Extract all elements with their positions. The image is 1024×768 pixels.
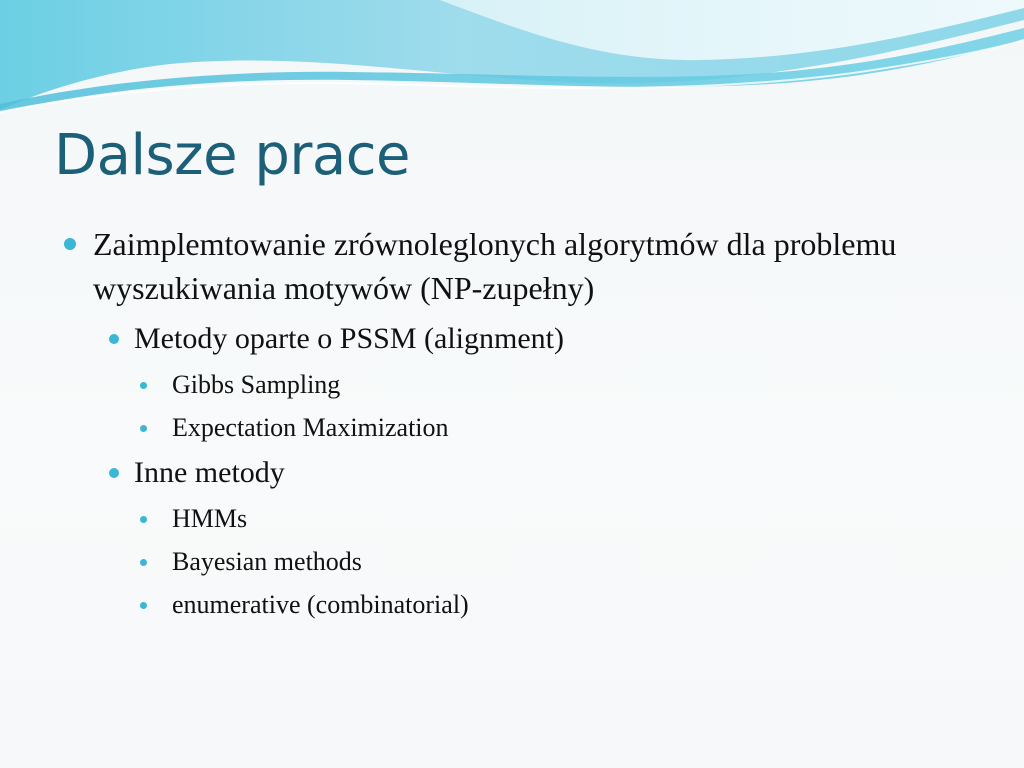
bullet-item-level2 [108, 320, 960, 358]
bullet-item-level3 [138, 589, 960, 621]
bullet-icon [140, 425, 147, 432]
bullet-item-level3 [138, 503, 960, 535]
bullet-icon [109, 334, 119, 344]
bullet-item-level2 [108, 454, 960, 492]
bullet-list [60, 222, 960, 621]
bullet-text: Metody oparte o PSSM (alignment) [134, 322, 564, 355]
bullet-text: enumerative (combinatorial) [172, 590, 469, 619]
bullet-text: Zaimplemtowanie zrównoleglonych algorytmów dla problemu wyszukiwania motywów (NP-zupełny) [93, 226, 897, 306]
bullet-icon [140, 559, 147, 566]
bullet-icon [140, 602, 147, 609]
bullet-text: Bayesian methods [172, 547, 362, 576]
bullet-item-level3 [138, 546, 960, 578]
bullet-icon [64, 238, 76, 250]
decorative-wave-header [0, 0, 1024, 140]
bullet-item-level3 [138, 412, 960, 444]
bullet-icon [140, 516, 147, 523]
bullet-text: HMMs [172, 504, 248, 533]
bullet-text: Inne metody [134, 456, 285, 489]
bullet-item-level1 [60, 222, 960, 310]
bullet-icon [109, 468, 119, 478]
bullet-text: Gibbs Sampling [172, 370, 341, 399]
bullet-text: Expectation Maximization [172, 413, 449, 442]
bullet-item-level3 [138, 369, 960, 401]
slide-title: Dalsze prace [54, 123, 410, 188]
bullet-icon [140, 382, 147, 389]
